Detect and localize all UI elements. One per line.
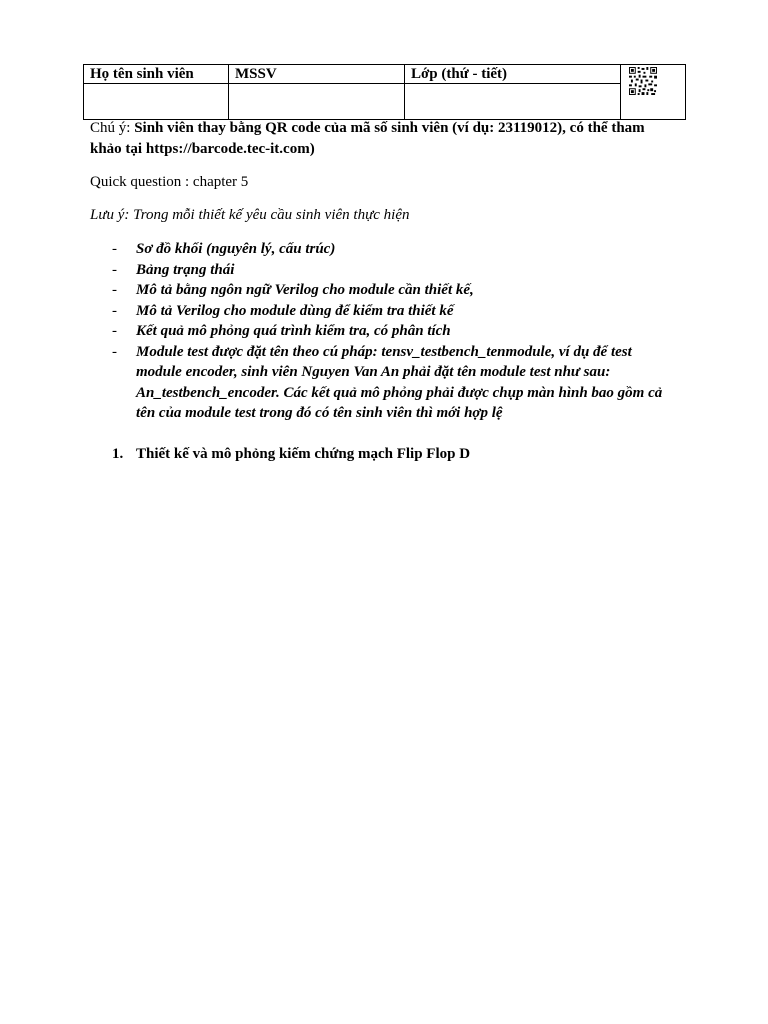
input-student-name[interactable] [84, 84, 229, 120]
bullet-dash: - [112, 241, 117, 257]
bullet-dash: - [112, 261, 117, 278]
requirements-list [90, 239, 680, 424]
list-item: - Sơ đồ khối (nguyên lý, cấu trúc) [90, 239, 680, 260]
input-student-id[interactable] [229, 84, 405, 120]
list-item: - Module test được đặt tên theo cú pháp: tensv_testbench_tenmodule, ví dụ để test module encoder, sinh viên Nguyen Van An phải đặt tên module test như sau: An_testbench_encoder. Các kết quả mô phỏng phải được chụp màn hình bao gồm cả tên của module test trong đó có tên sinh viên thì mới hợp lệ [112, 343, 663, 421]
input-class[interactable] [405, 84, 621, 120]
luu-y-heading: Lưu ý: Trong mỗi thiết kế yêu cầu sinh viên thực hiện [90, 207, 410, 223]
task-title: Thiết kế và mô phỏng kiếm chứng mạch Flip Flop D [136, 446, 471, 462]
note-bold: Sinh viên thay bằng QR code của mã số sinh viên (ví dụ: 23119012), có thể tham khảo tại https://barcode.tec-it.com) [90, 120, 645, 157]
bullet-dash: - [112, 282, 117, 298]
list-item: - Mô tả bằng ngôn ngữ Verilog cho module cần thiết kế, [90, 280, 680, 301]
student-info-table [83, 64, 685, 120]
list-item: - Kết quả mô phỏng quá trình kiểm tra, có phân tích [90, 321, 680, 342]
header-student-name: Họ tên sinh viên [84, 65, 229, 84]
task-number: 1. [112, 446, 124, 462]
note-prefix: Chú ý: [90, 120, 135, 136]
bullet-dash: - [112, 343, 117, 360]
bullet-dash: - [112, 302, 117, 319]
list-item: - Bảng trạng thái [90, 260, 680, 281]
qr-code-icon [629, 67, 657, 95]
list-item: - Mô tả Verilog cho module dùng để kiểm tra thiết kế [90, 301, 680, 322]
header-class: Lớp (thứ - tiết) [405, 65, 621, 84]
header-student-id: MSSV [229, 65, 405, 84]
qr-cell [621, 65, 686, 120]
bullet-dash: - [112, 323, 117, 339]
note-paragraph [90, 118, 680, 159]
quick-question: Quick question : chapter 5 [90, 174, 249, 190]
